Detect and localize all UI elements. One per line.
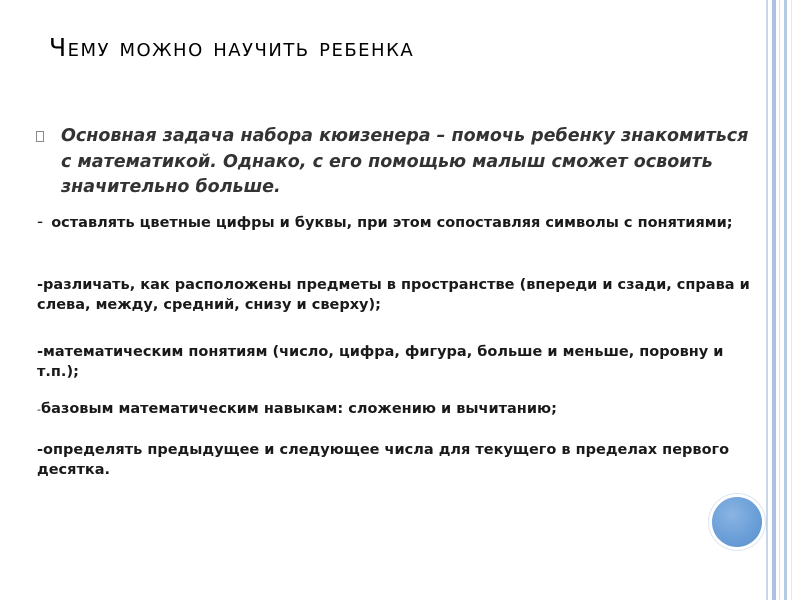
decorative-stripe (784, 0, 787, 600)
list-item (37, 343, 757, 382)
dash-marker: - (37, 344, 44, 360)
decorative-stripe (766, 0, 768, 600)
dash-marker: - (37, 442, 44, 458)
dash-marker: - (37, 212, 44, 232)
list-item (37, 276, 757, 315)
list-item (37, 213, 757, 234)
list-item-text: определять предыдущее и следующее числа для текущего в пределах первого десятка. (37, 442, 730, 478)
lead-paragraph: Основная задача набора кюизенера – помочь ребенку знакомиться с математикой. Однако, с его помощью малыш сможет освоить значительно больше. (61, 126, 749, 197)
list-item-text: математическим понятиям (число, цифра, фигура, больше и меньше, поровну и т.п.); (37, 344, 724, 380)
list-item (37, 441, 757, 480)
square-bullet-icon (36, 131, 44, 142)
decorative-circle (712, 497, 762, 547)
list-item-text: оставлять цветные цифры и буквы, при этом сопоставляя символы с понятиями; (51, 215, 733, 231)
dash-marker: - (37, 277, 44, 293)
dash-marker: - (37, 403, 41, 416)
slide-title: Чему можно научить ребенка (49, 33, 415, 62)
list-item-text: базовым математическим навыкам: сложению и вычитанию; (40, 401, 557, 417)
list-item-text: различать, как расположены предметы в пространстве (впереди и сзади, справа и слева, между, средний, снизу и сверху); (37, 277, 750, 313)
decorative-stripe (779, 0, 780, 600)
decorative-stripe (791, 0, 792, 600)
list-item (37, 400, 757, 420)
decorative-stripe (772, 0, 776, 600)
